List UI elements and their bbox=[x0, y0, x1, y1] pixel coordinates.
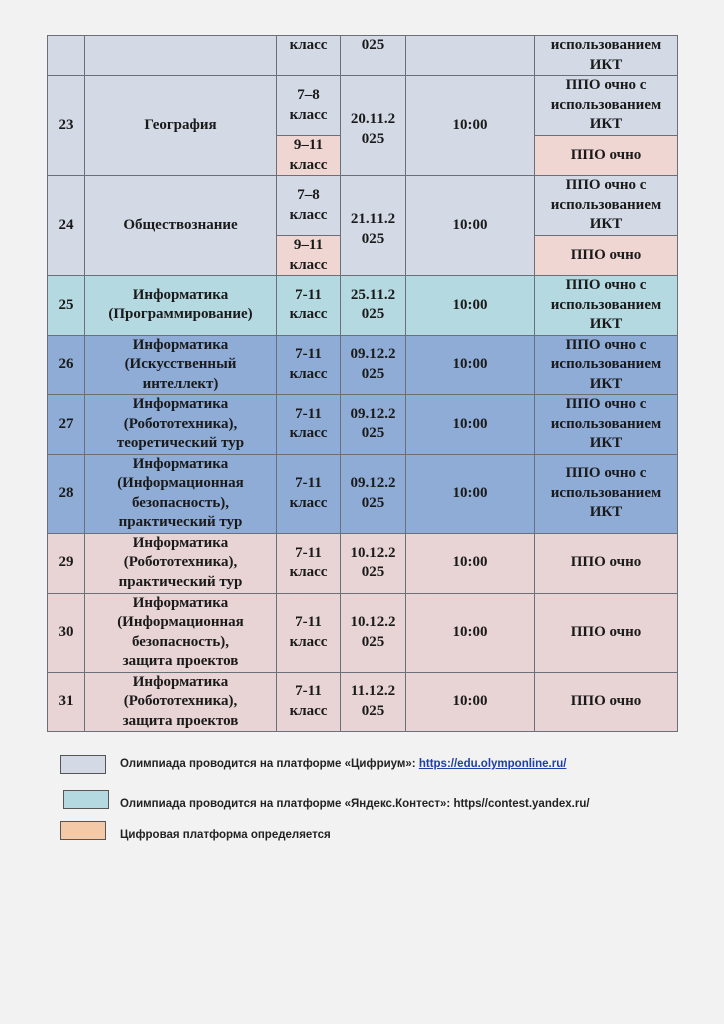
num-cell: 30 bbox=[48, 593, 85, 672]
table-row bbox=[48, 176, 678, 236]
legend-text: Цифровая платформа определяется bbox=[120, 829, 331, 841]
date-cell: 25.11.2 025 bbox=[341, 276, 406, 336]
subject-cell: География bbox=[85, 76, 277, 176]
num-cell: 25 bbox=[48, 276, 85, 336]
time-cell: 10:00 bbox=[406, 454, 535, 533]
date-cell: 21.11.2 025 bbox=[341, 176, 406, 276]
schedule-table bbox=[47, 35, 678, 732]
time-cell: 10:00 bbox=[406, 672, 535, 732]
time-cell: 10:00 bbox=[406, 533, 535, 593]
num-cell: 28 bbox=[48, 454, 85, 533]
subject-cell bbox=[85, 36, 277, 76]
subject-cell: Информатика (Информационная безопасность), защита проектов bbox=[85, 593, 277, 672]
table-row bbox=[48, 276, 678, 336]
num-cell: 29 bbox=[48, 533, 85, 593]
table-row bbox=[48, 36, 678, 76]
num-cell: 31 bbox=[48, 672, 85, 732]
subject-cell: Информатика (Робототехника), теоретический тур bbox=[85, 395, 277, 455]
num-cell bbox=[48, 36, 85, 76]
table-row bbox=[48, 593, 678, 672]
subject-cell: Информатика (Программирование) bbox=[85, 276, 277, 336]
subject-cell: Информатика (Робототехника), защита проектов bbox=[85, 672, 277, 732]
time-cell: 10:00 bbox=[406, 276, 535, 336]
subject-cell: Информатика (Робототехника), практический тур bbox=[85, 533, 277, 593]
subject-cell: Информатика (Информационная безопасность), практический тур bbox=[85, 454, 277, 533]
legend-swatch-teal bbox=[63, 790, 109, 809]
grade-cell: 7-11 класс bbox=[277, 335, 341, 395]
num-cell: 24 bbox=[48, 176, 85, 276]
legend-text: Олимпиада проводится на платформе «Цифриум»: bbox=[120, 758, 419, 770]
table-row bbox=[48, 395, 678, 455]
time-cell: 10:00 bbox=[406, 176, 535, 276]
grade-cell: 9–11 класс bbox=[277, 236, 341, 276]
num-cell: 26 bbox=[48, 335, 85, 395]
legend-swatch-lavender bbox=[60, 755, 106, 774]
date-cell: 09.12.2 025 bbox=[341, 335, 406, 395]
legend-text: Олимпиада проводится на платформе «Яндекс.Контест»: https//contest.yandex.ru/ bbox=[120, 798, 590, 810]
format-cell: ППО очно bbox=[535, 593, 678, 672]
grade-cell: 9–11 класс bbox=[277, 136, 341, 176]
time-cell: 10:00 bbox=[406, 593, 535, 672]
grade-cell: 7-11 класс bbox=[277, 672, 341, 732]
format-cell: ППО очно bbox=[535, 236, 678, 276]
date-cell: 09.12.2 025 bbox=[341, 395, 406, 455]
grade-cell: 7–8 класс bbox=[277, 76, 341, 136]
num-cell: 27 bbox=[48, 395, 85, 455]
table-row bbox=[48, 454, 678, 533]
subject-cell: Обществознание bbox=[85, 176, 277, 276]
format-cell: использованием ИКТ bbox=[535, 36, 678, 76]
grade-cell: 7-11 класс bbox=[277, 533, 341, 593]
date-cell: 10.12.2 025 bbox=[341, 533, 406, 593]
grade-cell: 7-11 класс bbox=[277, 593, 341, 672]
date-cell: 11.12.2 025 bbox=[341, 672, 406, 732]
time-cell: 10:00 bbox=[406, 76, 535, 176]
grade-cell: 7-11 класс bbox=[277, 395, 341, 455]
format-cell: ППО очно bbox=[535, 136, 678, 176]
format-cell: ППО очно с использованием ИКТ bbox=[535, 395, 678, 455]
time-cell: 10:00 bbox=[406, 335, 535, 395]
format-cell: ППО очно с использованием ИКТ bbox=[535, 176, 678, 236]
table-row bbox=[48, 76, 678, 136]
grade-cell: 7–8 класс bbox=[277, 176, 341, 236]
grade-cell: 7-11 класс bbox=[277, 276, 341, 336]
subject-cell: Информатика (Искусственный интеллект) bbox=[85, 335, 277, 395]
format-cell: ППО очно с использованием ИКТ bbox=[535, 335, 678, 395]
date-cell: 09.12.2 025 bbox=[341, 454, 406, 533]
grade-cell: 7-11 класс bbox=[277, 454, 341, 533]
legend-swatch-peach bbox=[60, 821, 106, 840]
time-cell: 10:00 bbox=[406, 395, 535, 455]
format-cell: ППО очно с использованием ИКТ bbox=[535, 276, 678, 336]
format-cell: ППО очно bbox=[535, 533, 678, 593]
table-row bbox=[48, 335, 678, 395]
format-cell: ППО очно с использованием ИКТ bbox=[535, 454, 678, 533]
cifrium-link[interactable]: https://edu.olymponline.ru/ bbox=[418, 758, 567, 770]
date-cell: 20.11.2 025 bbox=[341, 76, 406, 176]
date-cell: 025 bbox=[341, 36, 406, 76]
grade-cell: класс bbox=[277, 36, 341, 76]
num-cell: 23 bbox=[48, 76, 85, 176]
date-cell: 10.12.2 025 bbox=[341, 593, 406, 672]
time-cell bbox=[406, 36, 535, 76]
format-cell: ППО очно с использованием ИКТ bbox=[535, 76, 678, 136]
table-row bbox=[48, 533, 678, 593]
format-cell: ППО очно bbox=[535, 672, 678, 732]
table-row bbox=[48, 672, 678, 732]
